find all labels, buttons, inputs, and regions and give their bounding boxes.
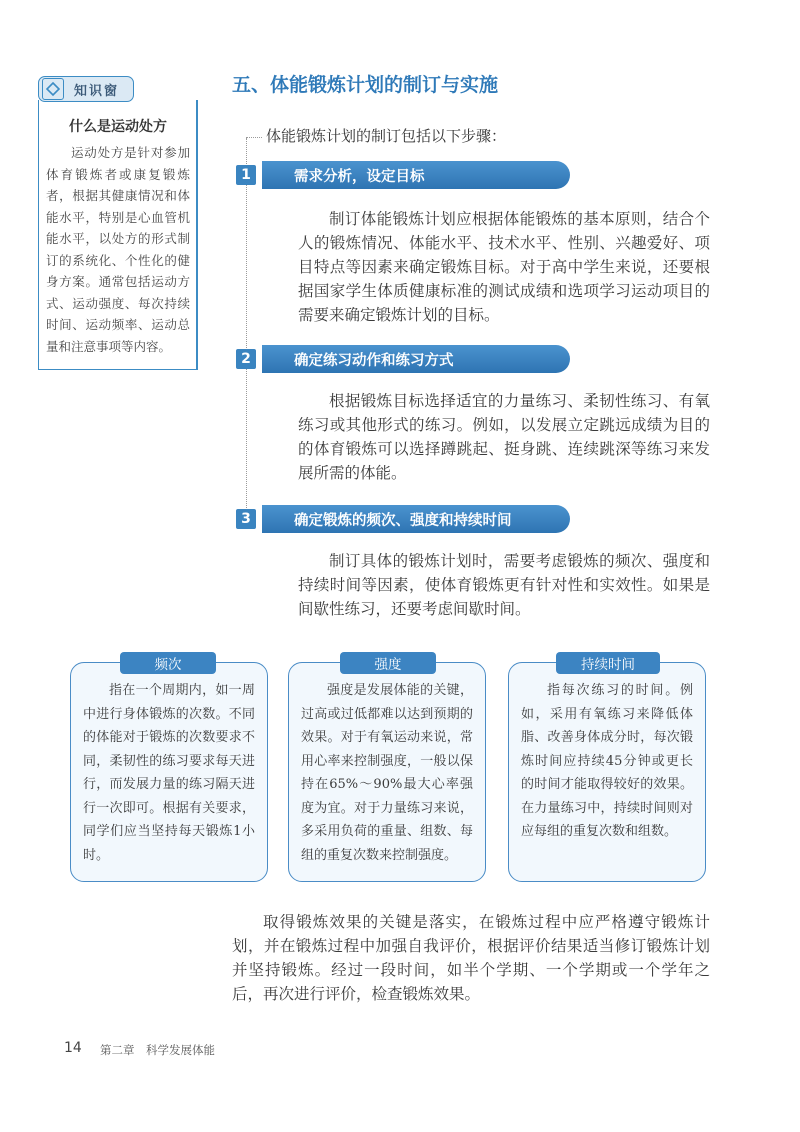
step-banner-3 [262,505,570,533]
card-frequency-text: 指在一个周期内，如一周中进行身体锻炼的次数。不同的体能对于锻炼的次数要求不同，柔韧性的练习要求每天进行，而发展力量的练习隔天进行一次即可。根据有关要求，同学们应当坚持每天锻炼1小时。 [83,683,255,863]
step-title-3: 确定锻炼的频次、强度和持续时间 [294,512,512,529]
chapter-label: 第二章 科学发展体能 [100,1043,215,1057]
card-intensity [288,662,486,882]
step-number-1: 1 [236,165,256,185]
card-duration-tag: 持续时间 [556,652,660,674]
step-banner-1 [262,161,570,189]
step-title-2: 确定练习动作和练习方式 [294,352,454,369]
section-intro: 体能锻炼计划的制订包括以下步骤： [266,127,507,145]
section-title: 五、体能锻炼计划的制订与实施 [232,74,499,96]
step-number-2: 2 [236,349,256,369]
sidebar-text: 运动处方是针对参加体育锻炼者或康复锻炼者，根据其健康情况和体能水平，特别是心血管机能水平，以处方的形式制订的系统化、个性化的健身方案。通常包括运动方式、运动强度、每次持续时间、运动频率、运动总量和注意事项等内容。 [46,145,190,354]
closing-paragraph: 取得锻炼效果的关键是落实，在锻炼过程中应严格遵守锻炼计划，并在锻炼过程中加强自我评价，根据评价结果适当修订锻炼计划并坚持锻炼。经过一段时间，如半个学期、一个学期或一个学年之后，再次进行评价，检查锻炼效果。 [232,913,710,1003]
step-title-1: 需求分析，设定目标 [294,168,425,185]
knowledge-window-tab [38,76,134,102]
step-text-2: 根据锻炼目标选择适宜的力量练习、柔韧性练习、有氧练习或其他形式的练习。例如，以发展立定跳远成绩为目的的体育锻炼可以选择蹲跳起、挺身跳、连续跳深等练习来发展所需的体能。 [298,392,710,482]
knowledge-window-label: 知识窗 [74,83,120,99]
step-number-3: 3 [236,509,256,529]
card-intensity-tag: 强度 [340,652,436,674]
connector-horizontal [246,137,262,138]
sidebar-title: 什么是运动处方 [69,119,167,135]
card-duration-text: 指每次练习的时间。例如，采用有氧练习来降低体脂、改善身体成分时，每次锻炼时间应持续45分钟或更长的时间才能取得较好的效果。在力量练习中，持续时间则对应每组的重复次数和组数。 [521,683,693,839]
step-text-1: 制订体能锻炼计划应根据体能锻炼的基本原则，结合个人的锻炼情况、体能水平、技术水平、性别、兴趣爱好、项目特点等因素来确定锻炼目标。对于高中学生来说，还要根据国家学生体质健康标准的测试成绩和选项学习运动项目的需要来确定锻炼计划的目标。 [298,210,710,324]
step-banner-2 [262,345,570,373]
card-duration [508,662,706,882]
knowledge-window-border [196,100,198,370]
card-intensity-text: 强度是发展体能的关键，过高或过低都难以达到预期的效果。对于有氧运动来说，常用心率来控制强度，一般以保持在65%～90%最大心率强度为宜。对于力量练习来说，多采用负荷的重量、组数、每组的重复次数来控制强度。 [301,683,473,863]
card-frequency [70,662,268,882]
card-frequency-tag: 频次 [120,652,216,674]
connector-vertical [246,138,247,524]
page-number: 14 [64,1040,82,1056]
diamond-icon [42,78,64,100]
step-text-3: 制订具体的锻炼计划时，需要考虑锻炼的频次、强度和持续时间等因素，使体育锻炼更有针对性和实效性。如果是间歇性练习，还要考虑间歇时间。 [298,552,710,618]
